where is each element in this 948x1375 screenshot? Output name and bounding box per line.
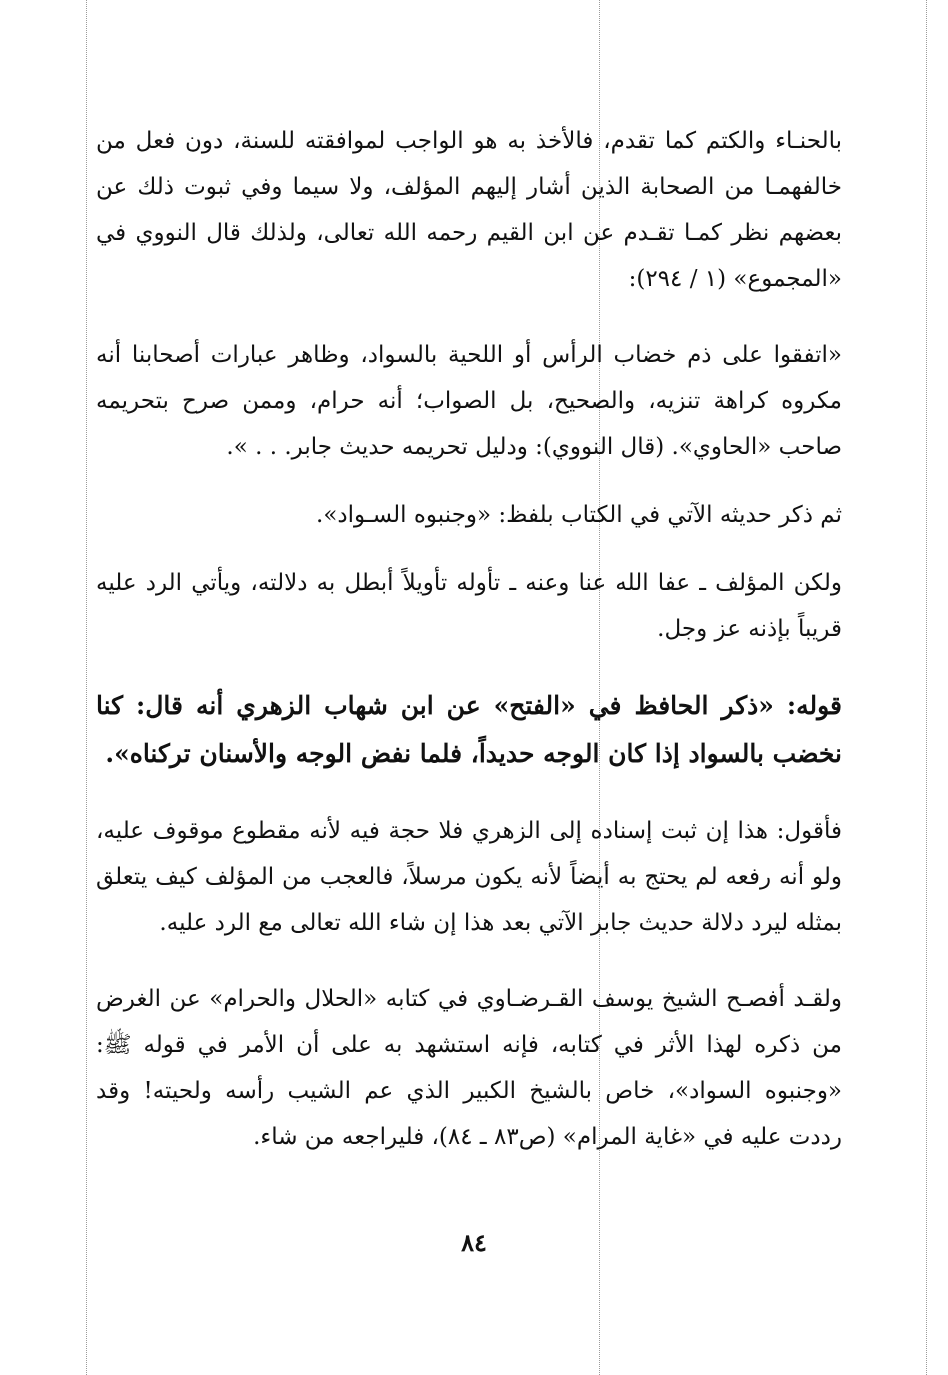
page-body bbox=[96, 118, 842, 1160]
quote-nawawi: «اتفقوا على ذم خضاب الرأس أو اللحية بالسواد، وظاهر عبارات أصحابنا أنه مكروه كراهة تنزيه، والصحيح، بل الصواب؛ أنه حرام، وممن صرح بتحريمه صاحب «الحاوي». (قال النووي): ودليل تحريمه حديث جابر. . . ». bbox=[96, 342, 842, 460]
scan-edge-line-left bbox=[86, 0, 87, 1375]
paragraph-1: بالحنـاء والكتم كما تقدم، فالأخذ به هو الواجب لموافقته للسنة، دون فعل من خالفهمـا من الصحابة الذين أشار إليهم المؤلف، ولا سيما وفي ثبوت ذلك عن بعضهم نظر كمـا تقـدم عن ابن القيم رحمه الله تعالى، ولذلك قال النووي في «المجموع» (١ / ٢٩٤): bbox=[96, 128, 842, 292]
paragraph-6: فأقول: هذا إن ثبت إسناده إلى الزهري فلا حجة فيه لأنه مقطوع موقوف عليه، ولو أنه رفعه لم يحتج به أيضاً لأنه يكون مرسلاً، فالعجب من المؤلف كيف يتعلق بمثله ليرد دلالة حديث جابر الآتي بعد هذا إن شاء الله تعالى مع الرد عليه. bbox=[96, 818, 842, 936]
paragraph-7: ولقـد أفصـح الشيخ يوسف القـرضـاوي في كتابه «الحلال والحرام» عن الغرض من ذكره لهذا الأثر في كتابه، فإنه استشهد به على أن الأمر في قوله ﷺ: «وجنبوه السواد»، خاص بالشيخ الكبير الذي عم الشيب رأسه ولحيته! وقد رددت عليه في «غاية المرام» (ص٨٣ ـ ٨٤)، فليراجعه من شاء. bbox=[96, 986, 842, 1150]
bold-quoted-statement: قوله: «ذكر الحافظ في «الفتح» عن ابن شهاب الزهري أنه قال: كنا نخضب بالسواد إذا كان الوجه حديداً، فلما نفض الوجه والأسنان تركناه». bbox=[96, 691, 842, 768]
page-number: ٨٤ bbox=[461, 1228, 487, 1257]
paragraph-3: ثم ذكر حديثه الآتي في الكتاب بلفظ: «وجنبوه السـواد». bbox=[316, 502, 842, 528]
paragraph-4: ولكن المؤلف ـ عفا الله عنا وعنه ـ تأوله تأويلاً أبطل به دلالته، ويأتي الرد عليه قريباً بإذنه عز وجل. bbox=[96, 570, 842, 642]
scan-edge-line-right bbox=[926, 0, 927, 1375]
